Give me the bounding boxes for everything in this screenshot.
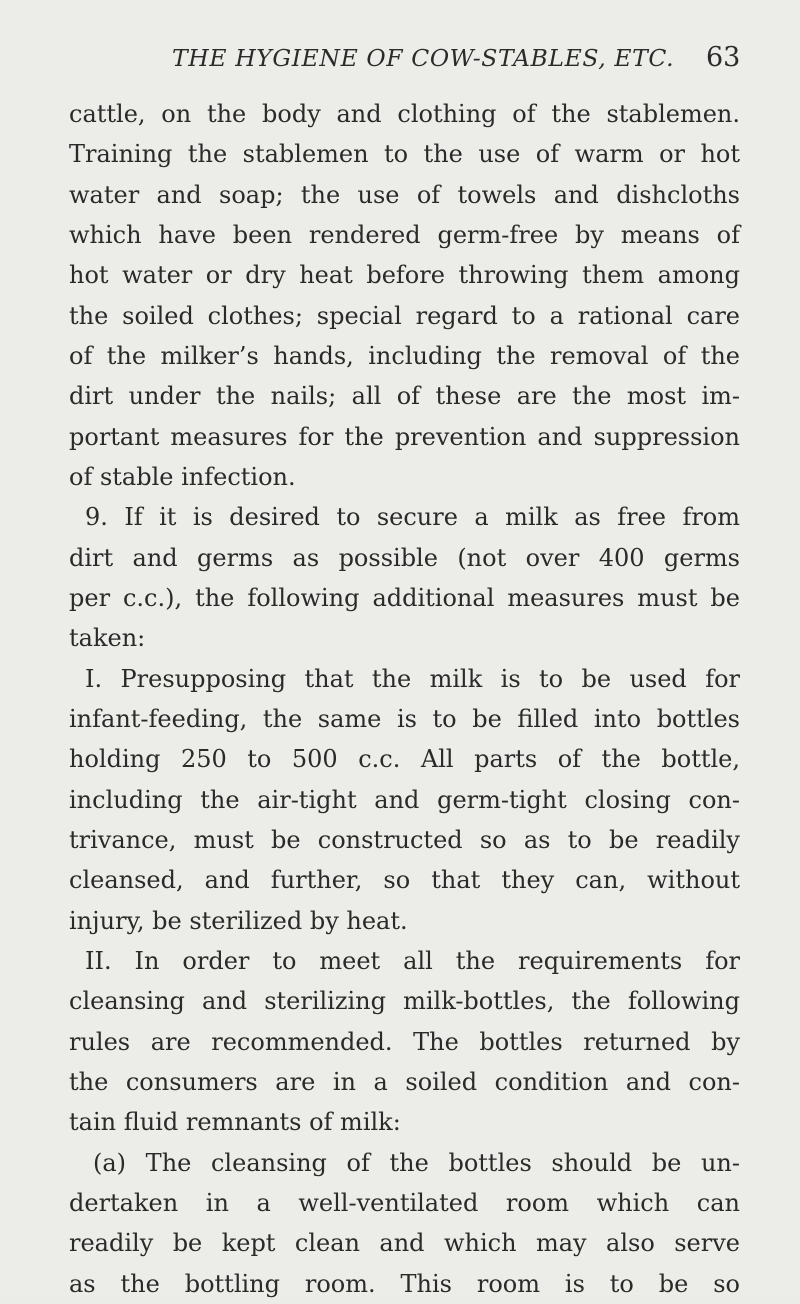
text-line: the consumers are in a soiled condition and con- xyxy=(69,1067,740,1096)
body-text xyxy=(69,94,740,1304)
text-line: cattle, on the body and clothing of the stablemen. xyxy=(69,100,740,128)
page-number: 63 xyxy=(706,42,741,73)
text-line: per c.c.), the following additional measures must be xyxy=(69,583,740,612)
text-line: hot water or dry heat before throwing them among xyxy=(69,261,740,290)
text-line: dirt and germs as possible (not over 400 germs xyxy=(69,543,740,572)
text-line: II. In order to meet all the requirements for xyxy=(85,946,740,975)
text-line: rules are recommended. The bottles returned by xyxy=(69,1027,740,1056)
text-line: as the bottling room. This room is to be so xyxy=(69,1269,740,1298)
text-line: 9. If it is desired to secure a milk as free from xyxy=(85,503,740,532)
text-line: the soiled clothes; special regard to a rational care xyxy=(69,301,740,330)
text-line: (a) The cleansing of the bottles should be un- xyxy=(93,1148,740,1177)
text-line: injury, be sterilized by heat. xyxy=(69,906,408,935)
text-line: dirt under the nails; all of these are the most im- xyxy=(69,382,740,411)
text-line: taken: xyxy=(69,624,146,653)
text-line: tain fluid remnants of milk: xyxy=(69,1108,401,1137)
text-line: cleansing and sterilizing milk-bottles, the following xyxy=(69,987,740,1016)
running-title: THE HYGIENE OF COW-STABLES, ETC. xyxy=(172,44,675,72)
text-line: water and soap; the use of towels and dishcloths xyxy=(69,180,740,209)
text-line: readily be kept clean and which may also serve xyxy=(69,1229,740,1258)
text-line: infant-feeding, the same is to be filled into bottles xyxy=(69,704,740,733)
text-line: portant measures for the prevention and suppression xyxy=(69,422,740,451)
text-line: which have been rendered germ-free by means of xyxy=(69,220,740,249)
text-line: trivance, must be constructed so as to be readily xyxy=(69,825,740,854)
text-line: cleansed, and further, so that they can, without xyxy=(69,866,740,895)
text-line: Training the stablemen to the use of warm or hot xyxy=(69,140,740,169)
text-line: dertaken in a well-ventilated room which can xyxy=(69,1188,740,1217)
text-line: of the milker’s hands, including the removal of the xyxy=(69,341,740,370)
text-line: including the air-tight and germ-tight closing con- xyxy=(69,785,740,814)
text-line: holding 250 to 500 c.c. All parts of the bottle, xyxy=(69,745,740,774)
running-head xyxy=(0,44,800,84)
text-line: of stable infection. xyxy=(69,462,296,491)
text-line: I. Presupposing that the milk is to be used for xyxy=(85,664,740,693)
